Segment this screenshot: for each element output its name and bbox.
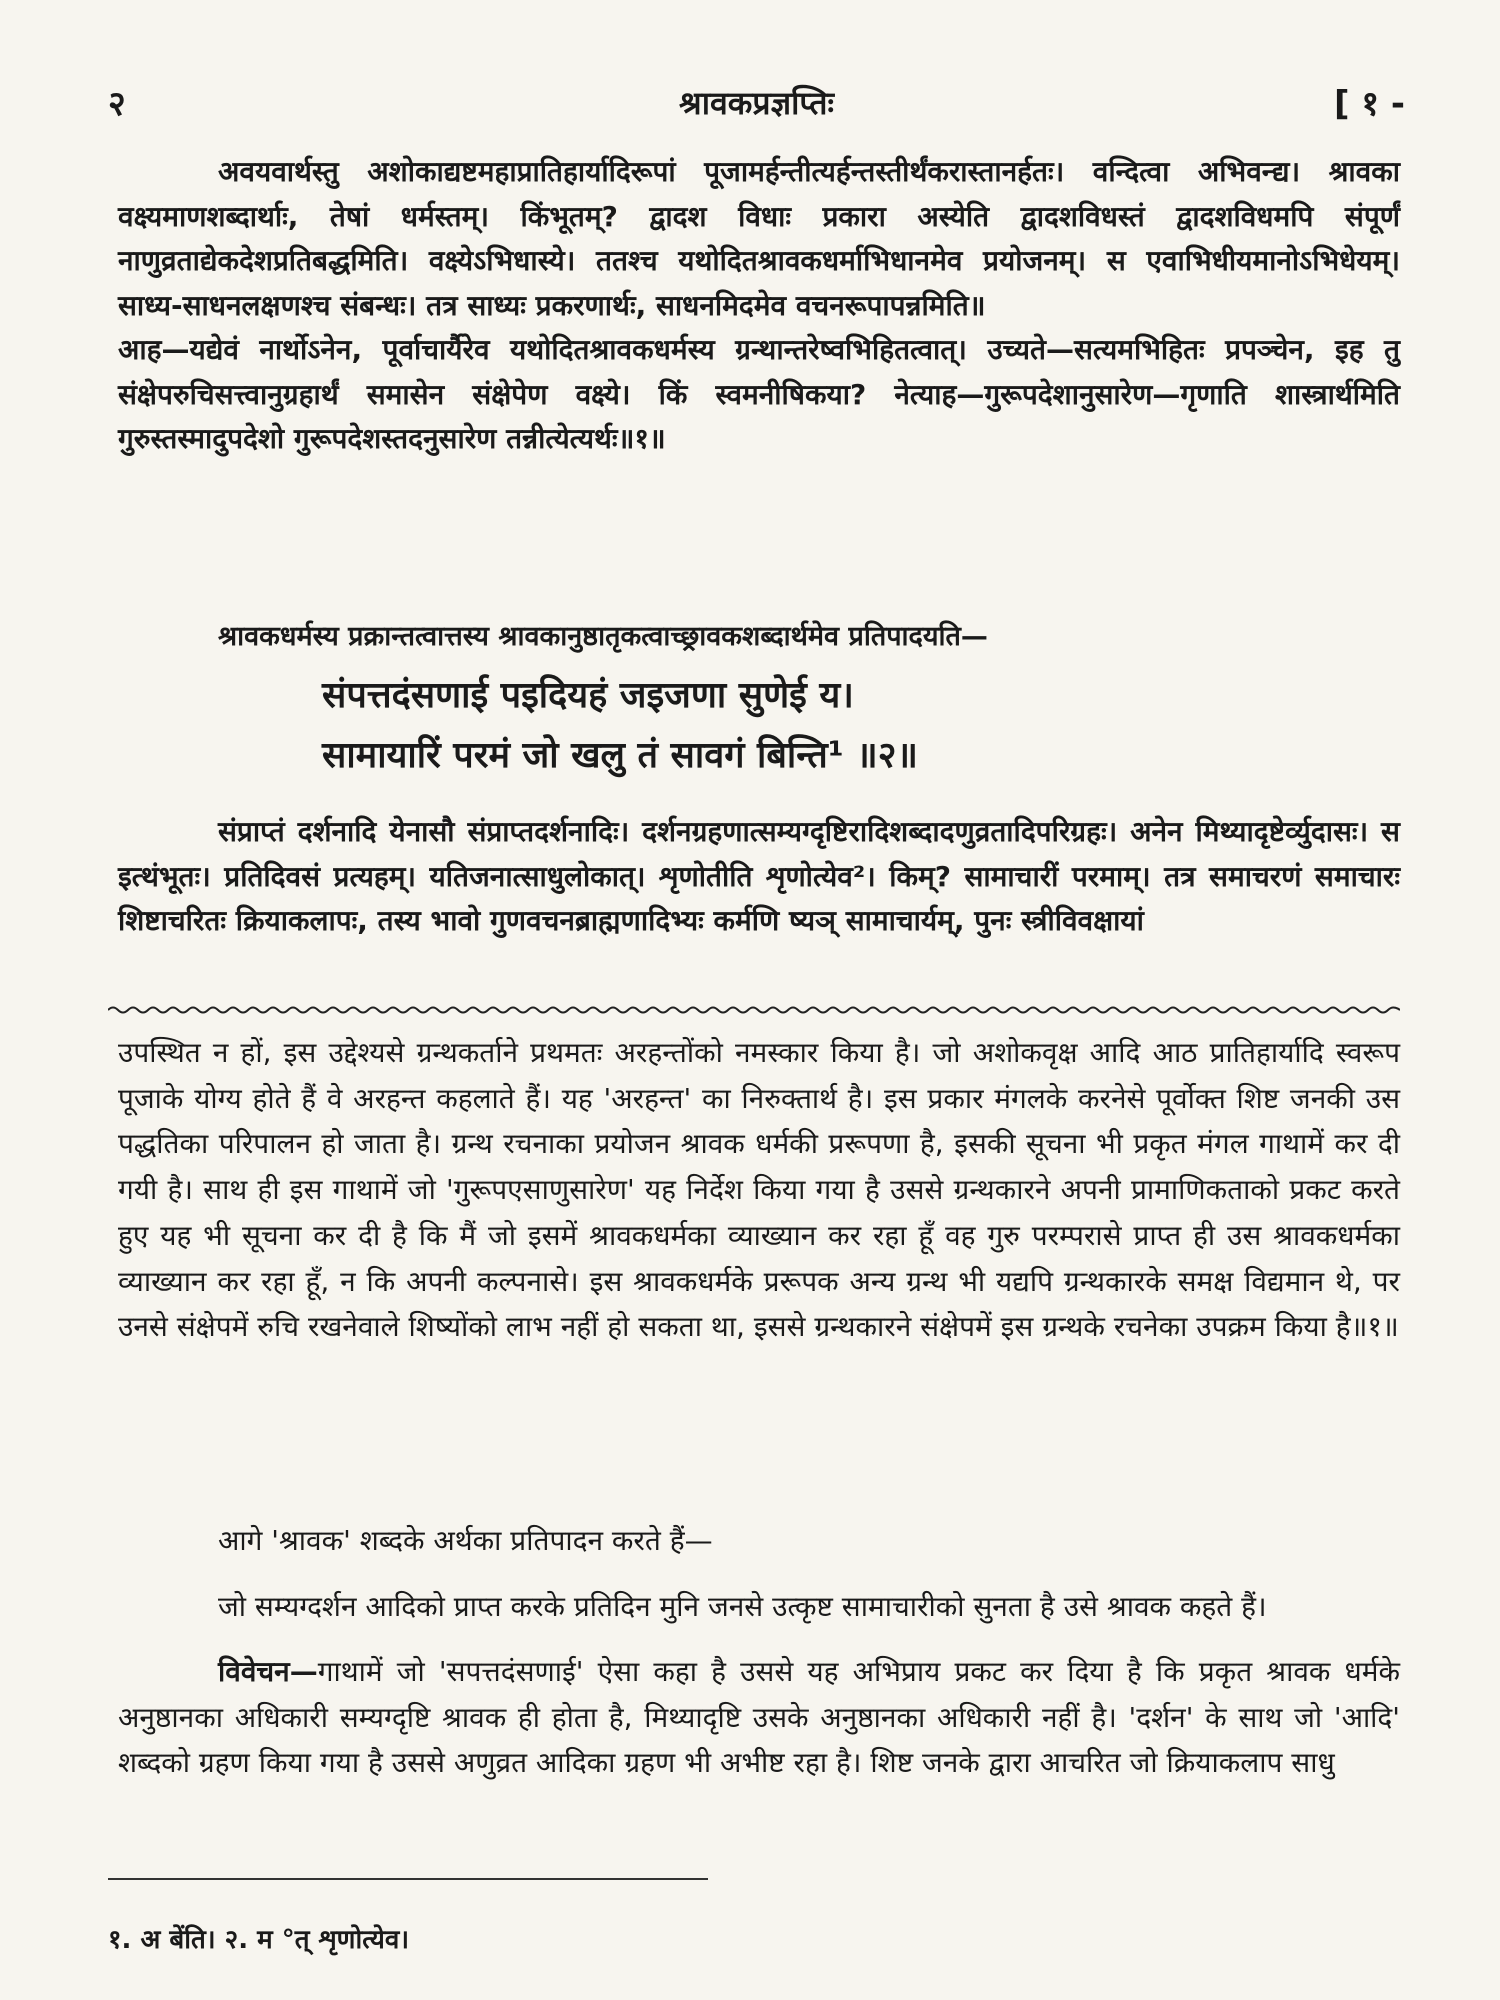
page-header <box>108 72 1405 132</box>
verse-meaning: जो सम्यग्दर्शन आदिको प्राप्त करके प्रतिदिन मुनि जनसे उत्कृष्ट सामाचारीको सुनता है उसे श्रावक कहते हैं। <box>218 1589 1267 1623</box>
vivechan-text: गाथामें जो 'सपत्तदंसणाई' ऐसा कहा है उससे यह अभिप्राय प्रकट कर दिया है कि प्रकृत श्रावक धर्मके अनुष्ठानका अधिकारी सम्यग्दृष्टि श्रावक ही होता है, मिथ्यादृष्टि उसके अनुष्ठानका अधिकारी नहीं है। 'दर्शन' के साथ जो 'आदि' शब्दको ग्रहण किया गया है उससे अणुव्रत आदिका ग्रहण भी अभीष्ट रहा है। शिष्ट जनके द्वारा आचरित जो क्रियाकलाप साधु <box>118 1655 1400 1779</box>
commentary-paragraph: अवयवार्थस्तु अशोकाद्यष्टमहाप्रातिहार्यादिरूपां पूजामर्हन्तीत्यर्हन्तस्तीर्थंकरास्तानर्हतः। वन्दित्वा अभिवन्द्य। श्रावका वक्ष्यमाणशब्दार्थाः, तेषां धर्मस्तम्। किंभूतम्? द्वादश विधाः प्रकारा अस्येति द्वादशविधस्तं द्वादशविधमपि संपूर्णं नाणुव्रताद्येकदेशप्रतिबद्धमिति। वक्ष्येऽभिधास्ये। ततश्च यथोदितश्रावकधर्माभिधानमेव प्रयोजनम्। स एवाभिधीयमानोऽभिधेयम्। साध्य-साधनलक्षणश्च संबन्धः। तत्र साध्यः प्रकरणार्थः, साधनमिदमेव वचनरूपापन्नमिति॥ <box>118 155 1400 322</box>
vivechan-paragraph <box>118 1649 1400 1786</box>
running-title: श्रावकप्रज्ञप्तिः <box>679 83 834 122</box>
sanskrit-commentary-top <box>118 150 1400 462</box>
intro-text: श्रावकधर्मस्य प्रक्रान्तत्वात्तस्य श्रावकानुष्ठातृकत्वाच्छ्रावकशब्दार्थमेव प्रतिपादयति— <box>218 621 988 652</box>
section-bracket: [ १ - <box>1333 84 1405 124</box>
verse-intro-hindi: आगे 'श्रावक' शब्दके अर्थका प्रतिपादन करते हैं— <box>218 1524 713 1557</box>
hindi-translation-top <box>118 1030 1400 1350</box>
footnote-rule <box>108 1878 708 1880</box>
commentary-paragraph: आह—यद्येवं नार्थोऽनेन, पूर्वाचार्यैरेव यथोदितश्रावकधर्मस्य ग्रन्थान्तरेष्वभिहितत्वात्। उच्यते—सत्यमभिहितः प्रपञ्चेन, इह तु संक्षेपरुचिसत्त्वानुग्रहार्थं समासेन संक्षेपेण वक्ष्ये। किं स्वमनीषिकया? नेत्याह—गुरूपदेशानुसारेण—गृणाति शास्त्रार्थमिति गुरुस्तस्मादुपदेशो गुरूपदेशस्तदनुसारेण तन्नीत्येत्यर्थः॥१॥ <box>118 333 1400 455</box>
hindi-translation-bottom <box>118 1518 1400 1806</box>
page-number: २ <box>108 84 126 124</box>
verse-introduction <box>118 615 1400 659</box>
translation-paragraph: उपस्थित न हों, इस उद्देश्यसे ग्रन्थकर्ताने प्रथमतः अरहन्तोंको नमस्कार किया है। जो अशोकवृक्ष आदि आठ प्रातिहार्यादि स्वरूप पूजाके योग्य होते हैं वे अरहन्त कहलाते हैं। यह 'अरहन्त' का निरुक्तार्थ है। इस प्रकार मंगलके करनेसे पूर्वोक्त शिष्ट जनकी उस पद्धतिका परिपालन हो जाता है। ग्रन्थ रचनाका प्रयोजन श्रावक धर्मकी प्ररूपणा है, इसकी सूचना भी प्रकृत मंगल गाथामें कर दी गयी है। साथ ही इस गाथामें जो 'गुरूपएसाणुसारेण' यह निर्देश किया गया है उससे ग्रन्थकारने अपनी प्रामाणिकताको प्रकट करते हुए यह भी सूचना कर दी है कि मैं जो इसमें श्रावकधर्मका व्याख्यान कर रहा हूँ वह गुरु परम्परासे प्राप्त ही उस श्रावकधर्मका व्याख्यान कर रहा हूँ, न कि अपनी कल्पनासे। इस श्रावकधर्मके प्ररूपक अन्य ग्रन्थ भी यद्यपि ग्रन्थकारके समक्ष विद्यमान थे, पर उनसे संक्षेपमें रुचि रखनेवाले शिष्योंको लाभ नहीं हो सकता था, इससे ग्रन्थकारने संक्षेपमें इस ग्रन्थके रचनेका उपक्रम किया है॥१॥ <box>118 1036 1400 1344</box>
footnote: १. अ बेंति। २. म °त् शृणोत्येव। <box>108 1925 410 1955</box>
gatha-line-2: सामायारिं परमं जो खलु तं सावगं बिन्ति¹ ॥२॥ <box>322 735 918 776</box>
wavy-divider <box>108 1003 1400 1017</box>
commentary-paragraph: संप्राप्तं दर्शनादि येनासौ संप्राप्तदर्शनादिः। दर्शनग्रहणात्सम्यग्दृष्टिरादिशब्दादणुव्रतादिपरिग्रहः। अनेन मिथ्यादृष्टेर्व्युदासः। स इत्थंभूतः। प्रतिदिवसं प्रत्यहम्। यतिजनात्साधुलोकात्। शृणोतीति शृणोत्येव²। किम्? सामाचारीं परमाम्। तत्र समाचरणं समाचारः शिष्टाचरितः क्रियाकलापः, तस्य भावो गुणवचनब्राह्मणादिभ्यः कर्मणि ष्यञ् सामाचार्यम्, पुनः स्त्रीविवक्षायां <box>118 815 1400 937</box>
gatha-line-1: संपत्तदंसणाई पइदियहं जइजणा सुणेई य। <box>322 675 854 716</box>
sanskrit-commentary-bottom <box>118 810 1400 944</box>
vivechan-label: विवेचन— <box>218 1655 318 1688</box>
